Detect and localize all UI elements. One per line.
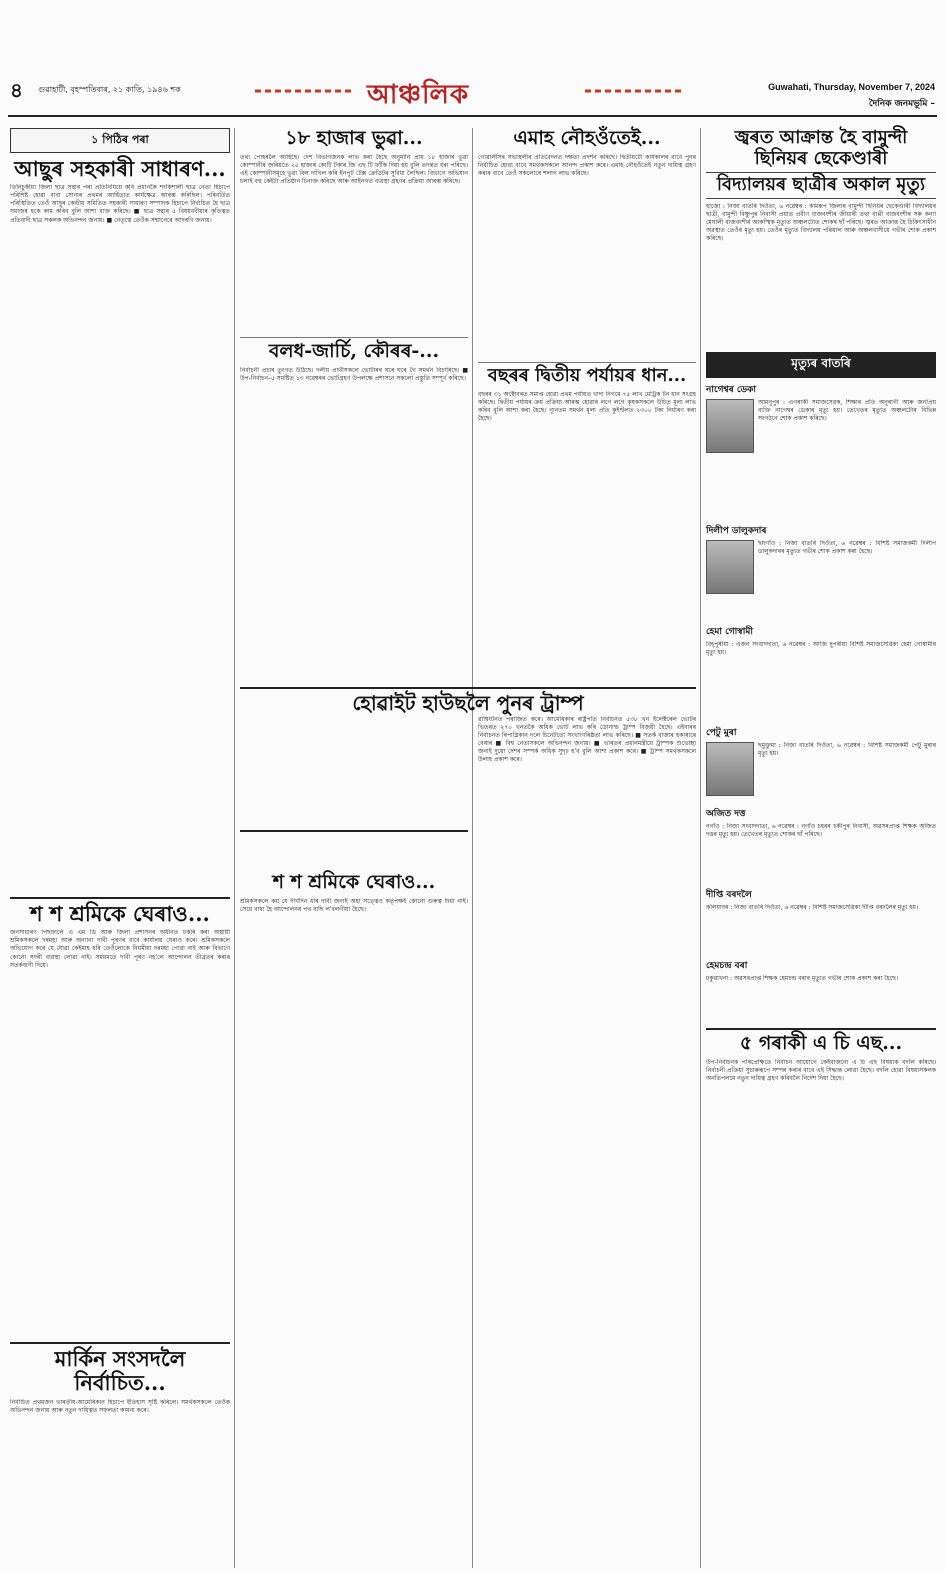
newspaper-logo: আঞ্চলিক <box>367 80 470 110</box>
article-us-congress: নিৰ্বাচিত প্ৰথমজন ভাৰতীয়-আমেৰিকান হিচাপে ইতিহাস সৃষ্টি কৰিলে। সমৰ্থকসকলে তেওঁক অভিনন্দন জনায় আৰু নতুন দায়িত্বত সফলতা কামনা কৰে। <box>10 1398 230 1414</box>
obituary-header: মৃত্যুৰ বাতৰি <box>706 352 936 378</box>
article-fever-death: হাজো : নিজা বাতৰি দিওঁতা, ৬ নৱেম্বৰ : কামৰূপ জিলাৰ বামুন্দী ছিনিয়ৰ ছেকেণ্ডাৰী বিদ্যালয়ৰ ছাত্ৰী, বামুন্দী বিষ্ণুপুৰ নিবাসী প্ৰয়াত প্ৰবীণ বাজবংশীৰ জীয়াৰী তথা বাপ্পী বাজবংশীৰ সৰু কন্যা মেঘালী বাজবংশীৰ আকস্মিক মৃত্যুত অঞ্চলটোত শোকৰ ছাঁ পৰিছে। জ্বৰত আক্ৰান্ত হৈ চিকিৎসাধীন অৱস্থাত তেওঁৰ মৃত্যু হয়। তেওঁৰ মৃত্যুত বিদ্যালয় পৰিয়াল আৰু অঞ্চলবাসীয়ে গভীৰ শোক প্ৰকাশ কৰিছে। <box>706 203 936 243</box>
rule <box>706 1028 936 1030</box>
obituary-text: নগাঁও : নিজা সংবাদদাতা, ৬ নৱেম্বৰ : নগাঁও চহৰৰ চকীপুৰ নিবাসী, অৱসৰপ্ৰাপ্ত শিক্ষক অজিত দত্তৰ মৃত্যু হয়। তেখেতৰ মৃত্যুত শোকৰ ছাঁ পৰিছে। <box>706 823 936 839</box>
article-workers-2: শ্ৰমিকসকলে কয় যে দীৰ্ঘদিন ধৰি দাবী জনাই অহা সত্ত্বেও কৰ্তৃপক্ষই কোনো গুৰুত্ব দিয়া নাই। সেয়ে বাধ্য হৈ আন্দোলনৰ পথ বাছি ল'বলগীয়া হৈছে। <box>240 897 468 913</box>
headline-asu: আছুৰ সহকাৰী সাধাৰণ... <box>14 156 226 181</box>
obituary-text: ঢকুৱাখনা : অৱসৰপ্ৰাপ্ত শিক্ষক হেমচন্দ্ৰ বৰাৰ মৃত্যুত গভীৰ শোক প্ৰকাশ কৰা হৈছে। <box>706 975 899 983</box>
date-english: Guwahati, Thursday, November 7, 2024 <box>768 82 935 92</box>
obituary-name: পেটু মুৰা <box>706 728 737 739</box>
obituary-name: দীপ্তি বৰদলৈ <box>706 890 752 901</box>
headline-workers: শ শ শ্ৰমিকে ঘেৰাও... <box>30 901 210 927</box>
obituary-text: ছয়গাঁও : নিজা বাতৰি দিওঁতা, ৬ নৱেম্বৰ : বিশিষ্ট সমাজকৰ্মী দিলীপ ডালুকদাৰৰ মৃত্যুত গভীৰ শোক প্ৰকাশ কৰা হৈছে। <box>758 540 936 556</box>
trump-story <box>240 684 696 719</box>
headline-fever-death: জ্বৰত আক্ৰান্ত হৈ বামুন্দী ছিনিয়ৰ ছেকেণ্ডাৰী <box>734 127 908 169</box>
rule <box>240 337 468 338</box>
article-acs-officers: উপ-নিৰ্বাচনক পৰিপ্ৰেক্ষিতে নিৰ্বাচন আয়োগে কেইবাজনো এ চি এছ বিষয়াক বদলি কৰিছে। নিৰ্বাচনী প্ৰক্ৰিয়া সুচাৰুৰূপে সম্পন্ন কৰাৰ বাবে এই সিদ্ধান্ত লোৱা হৈছে। বদলি হোৱা বিষয়াসকলক অনতিপলমে নতুন দায়িত্ব গ্ৰহণ কৰিবলৈ নিৰ্দেশ দিয়া হৈছে। <box>706 1058 936 1083</box>
obituary-text: বিহ্‌পুৰীয়া : এজন সংবাদদাতা, ৬ নৱেম্বৰ : আজি দুপৰীয়া বিশিষ্ট সমাজসেৱিকা হেমা গোস্বামীৰ মৃত্যু হয়। <box>706 641 936 657</box>
obituary-text: আমনুপুৰ : এগৰাকী সমাজসেৱক, শিক্ষাৰ প্ৰতি অনুৰাগী আৰু জনপ্ৰিয় ব্যক্তি নাগেশ্বৰ ডেকাৰ মৃত্যু হয়। তেখেতৰ মৃত্যুত অঞ্চলটোৰ বিভিন্ন সংগঠনে শোক প্ৰকাশ কৰিছে। <box>758 399 936 423</box>
article-trump: ৱাশ্বিংটনত পৰাজিত কৰে। আমেৰিকাৰ ৰাষ্ট্ৰপতি নিৰ্বাচনত ৫৩৮ খন ইলেক্টৰেল ভোটৰ ভিতৰত ২৭০ খনতকৈ অধিক ভোট লাভ কৰি ডোনাল্ড ট্ৰাম্প বিজয়ী হৈছে। এইবাৰৰ নিৰ্বাচনত ৰিপাব্লিকান দলে চিনেটতো সংখ্যাগৰিষ্ঠতা লাভ কৰিছে। ■ সতৰ্ক বাজাৰ হকাৰাৰে বেৰাৰ ■ বিশ্ব নেতাসকলে অভিনন্দন জনায়। ■ ভাৰতৰ প্ৰধানমন্ত্ৰীয়ে ট্ৰাম্পক শুভেচ্ছা জনাই দুয়ো দেশৰ সম্পৰ্ক অধিক সুদৃঢ় হ'ব বুলি আশা প্ৰকাশ কৰে। ■ ট্ৰাম্প সমৰ্থকসকলে উলাহ প্ৰকাশ কৰে। <box>478 716 696 764</box>
obituary-name: দিলীপ ডালুকদাৰ <box>706 526 767 537</box>
headline-one-month: এমাহ নৌহওঁতেই... <box>513 127 661 149</box>
portrait-photo <box>706 742 754 796</box>
headline-us-congress: মাৰ্কিন সংসদলৈ নিৰ্বাচিত... <box>54 1346 186 1396</box>
column-2 <box>240 128 468 1403</box>
column-3 <box>478 128 696 691</box>
headline-fake-companies: ১৮ হাজাৰ ভুৱা... <box>285 127 423 149</box>
rule <box>10 1342 230 1344</box>
page-number: ৪ <box>10 78 23 102</box>
headline-acs-officers: ৫ গৰাকী এ চি এছ... <box>739 1032 903 1055</box>
masthead-rule <box>8 115 937 117</box>
headline-workers-2: শ শ শ্ৰমিকে ঘেৰাও... <box>272 870 436 893</box>
obituary-text: কলিয়াবৰ : নিজা বাতৰি দিওঁতা, ৬ নৱেম্বৰ : বিশিষ্ট সমাজসেৱিকা দীপ্তি বৰদলৈৰ মৃত্যু হয়। <box>706 904 919 912</box>
continued-banner: ১ পিঠিৰ পৰা <box>10 128 230 153</box>
column-divider <box>472 128 473 1568</box>
rule <box>240 687 696 689</box>
column-divider <box>700 128 701 1568</box>
date-assamese: গুৱাহাটী, বৃহস্পতিবাৰ, ২১ কাতি, ১৯৪৬ শক <box>38 85 181 94</box>
portrait-photo <box>706 399 754 453</box>
rule <box>240 830 468 832</box>
obituary-text: ছমুক্তুমা : নিজা বাতৰি দিওঁতা, ৬ নৱেম্বৰ : বিশিষ্ট সমাজকৰ্মী পেটু মুৰাৰ মৃত্যু হয়। <box>758 742 936 758</box>
article-election: নিৰ্বাচনী প্ৰচাৰ তুংগত উঠিছে। দলীয় প্ৰাৰ্থীসকলে ভোটাৰৰ ঘৰে ঘৰে গৈ সমৰ্থন বিচাৰিছে। ■ উপ-নিৰ্বাচন–৫ সমষ্টিত ১৩ নৱেম্বৰৰ ভোটগ্ৰহণ উপলক্ষে প্ৰশাসনে সকলো প্ৰস্তুতি সম্পূৰ্ণ কৰিছে। <box>240 366 468 382</box>
portrait-photo <box>706 540 754 594</box>
headline-trump: হোৱাইট হাউছলৈ পুনৰ ট্ৰাম্প <box>352 691 584 715</box>
obituary-name: হেমচন্দ্ৰ বৰা <box>706 961 748 972</box>
headline-fever-death-2: বিদ্যালয়ৰ ছাত্ৰীৰ অকাল মৃত্যু <box>706 172 936 199</box>
logo-ornament-icon <box>255 80 685 102</box>
rule <box>478 362 696 363</box>
obituary-name: হেমা গোস্বামী <box>706 627 753 638</box>
article-paddy: বছৰৰ ৩১ অক্টোবৰত সমাপ্ত হোৱা প্ৰথম পৰ্যায়ত খাদ্য নিগমে ৭৫ লাখ মেট্ৰিক টন ধান সংগ্ৰহ কৰিছে। দ্বিতীয় পৰ্যায়ৰ ক্ৰয় প্ৰক্ৰিয়া আৰম্ভ হোৱাৰ লগে লগে কৃষকসকলে উচিত মূল্য লাভ কৰিব বুলি আশা কৰা হৈছে। ন্যূনতম সমৰ্থন মূল্য প্ৰতি কুইণ্টলত ২৩০০ টকা নিৰ্ধাৰণ কৰা হৈছে। <box>478 390 696 422</box>
edition-label: দৈনিক জনমভূমি – <box>868 99 935 109</box>
headline-election: বলধ-জাৰ্চি, কৌৰৰ-... <box>268 339 440 362</box>
headline-paddy: বছৰৰ দ্বিতীয় পৰ্যায়ৰ ধান... <box>487 364 687 386</box>
article-workers: জনসাধাৰণ পিছফালে এ এম ডি আৰু জিলা প্ৰশাসনৰ অধীনত চকৰি কৰা অস্থায়ী শ্ৰমিকসকলে দৰমহা আৰু অন্যান্য দাবী পূৰণৰ বাবে কাৰ্যালয় ঘেৰাও কৰে। শ্ৰমিকসকলে অভিযোগ কৰে যে যোৱা কেইমাহ ধৰি তেওঁলোকে নিয়মীয়া দৰমহা পোৱা নাই আৰু বিভাগে কোনো সদৰী ব্যৱস্থা লোৱা নাই। সময়মতে দাবী পূৰণ নহ'লে আন্দোলন তীব্ৰতৰ কৰাৰ সতৰ্কবাণী দিয়ে। <box>10 929 230 969</box>
obituary-name: নাগেশ্বৰ ডেকা <box>706 385 757 396</box>
column-divider <box>234 128 235 1568</box>
article-fake-companies: তথ্য পোহৰলৈ আহিছে। দেশ বিভাগজনক লাভ কৰা হৈছে অনুমানি প্ৰায় ১৮ হাজাৰ ভুৱা কোম্পানীৰ জৰিয়তে ২৫ হাজাৰ কোটি টকাৰ জি এছ টি ফাঁকি দিয়া হয় বুলি তদন্তত ধৰা পৰিছে। এই কোম্পানীসমূহে ভুৱা বিল দাখিল কৰি ইনপুট টেক্স ক্ৰেডিটৰ সুবিধা লৈছিল। বিভাগে অভিযান চলাই বহু কেইটা প্ৰতিষ্ঠান চিনাক্ত কৰিছে আৰু আইনগত ব্যৱস্থা গ্ৰহণৰ প্ৰক্ৰিয়া আৰম্ভ কৰিছে। <box>240 153 468 186</box>
obituary-name: অজিত দত্ত <box>706 809 746 820</box>
column-4 <box>706 128 936 1249</box>
rule <box>10 897 230 899</box>
article-asu: তিনিচুকীয়া জিলা ছাত্ৰ সন্থাৰ পৰা প্ৰতিনিধিয়ে কবি প্ৰধানকৈ শংকিশালী ছাত্ৰ নেতা হিচাপে পৰিশিষ্ট হোৱা বাবা সোনাৰ প্ৰথমৰ আৰ্হিতাত কাৰ্যক্ষেত্ৰ আৰম্ভ কৰিছিল। পৰিবৰ্তিত পৰিস্থিতিত তেওঁ আছুৰ কেন্দ্ৰীয় সমিতিত সহকাৰী সাধাৰণ সম্পাদক হিচাপে নিৰ্বাচিত হৈ ছাত্ৰ সমাজৰ হকে কাম কৰিব বুলি আশা ব্যক্ত কৰিছে। ■ ছাত্ৰ সন্থাৰ ৫ বিষয়ববীয়াৰ কৃতিত্বত প্ৰতিবাদী ছাত্ৰ সকলক অভিনন্দন জনায়। ■ নেতৃত্বে তেওঁক সন্মানেৰে আদৰণি জনায়। <box>10 184 230 224</box>
masthead <box>0 70 945 120</box>
trump-story-body <box>478 716 696 1556</box>
column-1 <box>10 128 230 1489</box>
article-one-month: গোৱালীসৰ সভাস্থলীৰ প্ৰতিবেদনত দক্ষতা প্ৰদৰ্শন কৰিছে। দ্বিতীয়টো কাৰ্যকালৰ বাবে পুনৰ নিৰ্বাচিত হোৱা বাবে সমৰ্থকসকলে আনন্দ প্ৰকাশ কৰে। এমাহ নৌহওঁতেই নতুন দায়িত্ব গ্ৰহণ কৰাৰ বাবে তেওঁ সকলোৰে শলাগ লাভ কৰিছে। <box>478 153 696 178</box>
